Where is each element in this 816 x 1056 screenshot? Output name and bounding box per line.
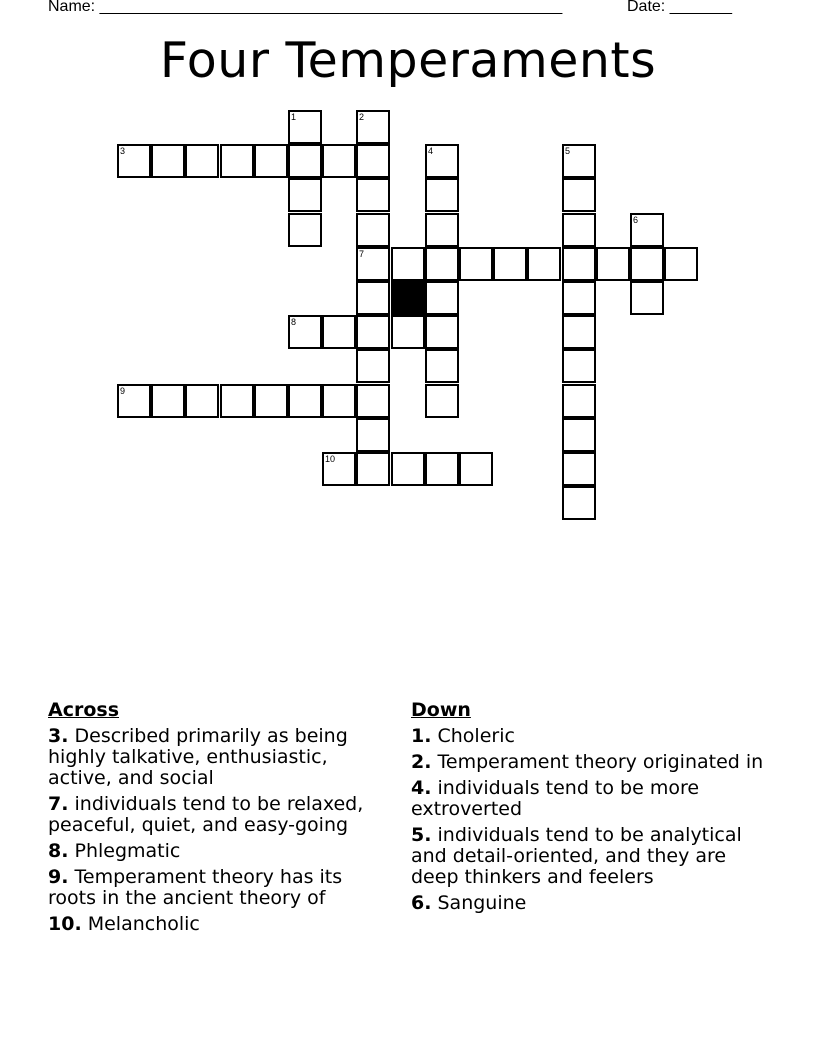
down-clue-5 — [411, 825, 771, 888]
grid-cell[interactable] — [391, 247, 425, 281]
clue-number: 5. — [411, 824, 432, 846]
grid-cell[interactable] — [117, 384, 151, 418]
clue-number-label: 2 — [359, 112, 365, 122]
down-clue-4 — [411, 778, 771, 820]
grid-cell[interactable] — [425, 281, 459, 315]
grid-cell[interactable] — [527, 247, 561, 281]
clue-number-label: 4 — [428, 146, 434, 156]
grid-cell[interactable] — [630, 247, 664, 281]
grid-cell[interactable] — [254, 384, 288, 418]
grid-cell[interactable] — [391, 452, 425, 486]
grid-cell[interactable] — [356, 452, 390, 486]
grid-cell[interactable] — [288, 384, 322, 418]
grid-cell[interactable] — [459, 247, 493, 281]
grid-cell[interactable] — [425, 452, 459, 486]
grid-cell[interactable] — [356, 418, 390, 452]
grid-cell[interactable] — [288, 178, 322, 212]
clue-number-label: 6 — [633, 215, 639, 225]
grid-cell[interactable] — [391, 315, 425, 349]
clue-number-label: 5 — [565, 146, 571, 156]
clue-number-label: 3 — [120, 146, 126, 156]
across-clue-10 — [48, 914, 393, 935]
date-field-label: Date: _______ — [627, 0, 732, 15]
grid-cell[interactable] — [459, 452, 493, 486]
clue-text: Temperament theory originated in — [437, 751, 764, 773]
grid-cell[interactable] — [288, 110, 322, 144]
clue-number: 6. — [411, 892, 432, 914]
grid-cell[interactable] — [425, 213, 459, 247]
grid-cell[interactable] — [425, 384, 459, 418]
grid-cell[interactable] — [356, 178, 390, 212]
grid-cell[interactable] — [322, 452, 356, 486]
clue-text: Melancholic — [87, 913, 200, 935]
grid-cell[interactable] — [425, 144, 459, 178]
grid-cell[interactable] — [356, 315, 390, 349]
grid-cell[interactable] — [425, 349, 459, 383]
grid-cell[interactable] — [117, 144, 151, 178]
clue-number: 1. — [411, 725, 432, 747]
grid-cell[interactable] — [596, 247, 630, 281]
grid-cell[interactable] — [356, 247, 390, 281]
name-field-label: Name: ____________________________________________________ — [48, 0, 563, 15]
clue-number-label: 7 — [359, 249, 365, 259]
down-clue-6 — [411, 893, 771, 914]
grid-cell[interactable] — [356, 213, 390, 247]
clue-number: 10. — [48, 913, 82, 935]
grid-cell[interactable] — [322, 384, 356, 418]
clue-number: 2. — [411, 751, 432, 773]
clue-text: Choleric — [437, 725, 515, 747]
grid-cell[interactable] — [562, 213, 596, 247]
grid-cell[interactable] — [356, 281, 390, 315]
grid-cell[interactable] — [254, 144, 288, 178]
grid-cell[interactable] — [562, 281, 596, 315]
across-clue-8 — [48, 841, 393, 862]
grid-cell[interactable] — [356, 110, 390, 144]
grid-cell[interactable] — [220, 384, 254, 418]
grid-cell[interactable] — [288, 213, 322, 247]
clue-text: Phlegmatic — [74, 840, 181, 862]
grid-cell[interactable] — [185, 384, 219, 418]
grid-cell[interactable] — [322, 144, 356, 178]
page-title: Four Temperaments — [159, 32, 657, 89]
grid-cell[interactable] — [493, 247, 527, 281]
clue-number-label: 8 — [291, 317, 297, 327]
clue-number-label: 9 — [120, 386, 126, 396]
across-clue-9 — [48, 867, 393, 909]
grid-cell[interactable] — [185, 144, 219, 178]
grid-cell[interactable] — [562, 384, 596, 418]
grid-cell[interactable] — [630, 213, 664, 247]
clue-text: individuals tend to be relaxed, peaceful, quiet, and easy-going — [48, 793, 364, 836]
grid-cell[interactable] — [425, 247, 459, 281]
clue-number: 7. — [48, 793, 69, 815]
grid-cell[interactable] — [288, 315, 322, 349]
grid-cell[interactable] — [664, 247, 698, 281]
grid-cell[interactable] — [562, 247, 596, 281]
clue-number-label: 10 — [325, 454, 336, 464]
grid-cell[interactable] — [356, 144, 390, 178]
across-clue-3 — [48, 726, 393, 789]
grid-cell[interactable] — [356, 349, 390, 383]
clue-text: Described primarily as being highly talkative, enthusiastic, active, and social — [48, 725, 348, 789]
clue-text: individuals tend to be more extroverted — [411, 777, 700, 820]
grid-cell[interactable] — [356, 384, 390, 418]
across-clues — [48, 700, 393, 940]
clue-text: Sanguine — [437, 892, 527, 914]
clue-number: 8. — [48, 840, 69, 862]
grid-cell[interactable] — [562, 178, 596, 212]
clue-number: 3. — [48, 725, 69, 747]
clue-number: 4. — [411, 777, 432, 799]
grid-cell[interactable] — [425, 178, 459, 212]
grid-block — [391, 281, 425, 315]
across-heading: Across — [48, 699, 120, 721]
grid-cell[interactable] — [425, 315, 459, 349]
clue-text: Temperament theory has its roots in the ancient theory of — [48, 866, 343, 909]
down-heading: Down — [411, 699, 471, 721]
grid-cell[interactable] — [562, 418, 596, 452]
clue-number-label: 1 — [291, 112, 297, 122]
grid-cell[interactable] — [151, 144, 185, 178]
grid-cell[interactable] — [562, 315, 596, 349]
down-clues — [411, 700, 771, 919]
grid-cell[interactable] — [562, 144, 596, 178]
grid-cell[interactable] — [288, 144, 322, 178]
grid-cell[interactable] — [562, 349, 596, 383]
clue-number: 9. — [48, 866, 69, 888]
grid-cell[interactable] — [562, 452, 596, 486]
down-clue-2 — [411, 752, 771, 773]
grid-cell[interactable] — [562, 486, 596, 520]
grid-cell[interactable] — [322, 315, 356, 349]
down-clue-1 — [411, 726, 771, 747]
grid-cell[interactable] — [151, 384, 185, 418]
clue-text: individuals tend to be analytical and detail-oriented, and they are deep thinkers and feelers — [411, 824, 742, 888]
grid-cell[interactable] — [630, 281, 664, 315]
grid-cell[interactable] — [220, 144, 254, 178]
across-clue-7 — [48, 794, 393, 836]
